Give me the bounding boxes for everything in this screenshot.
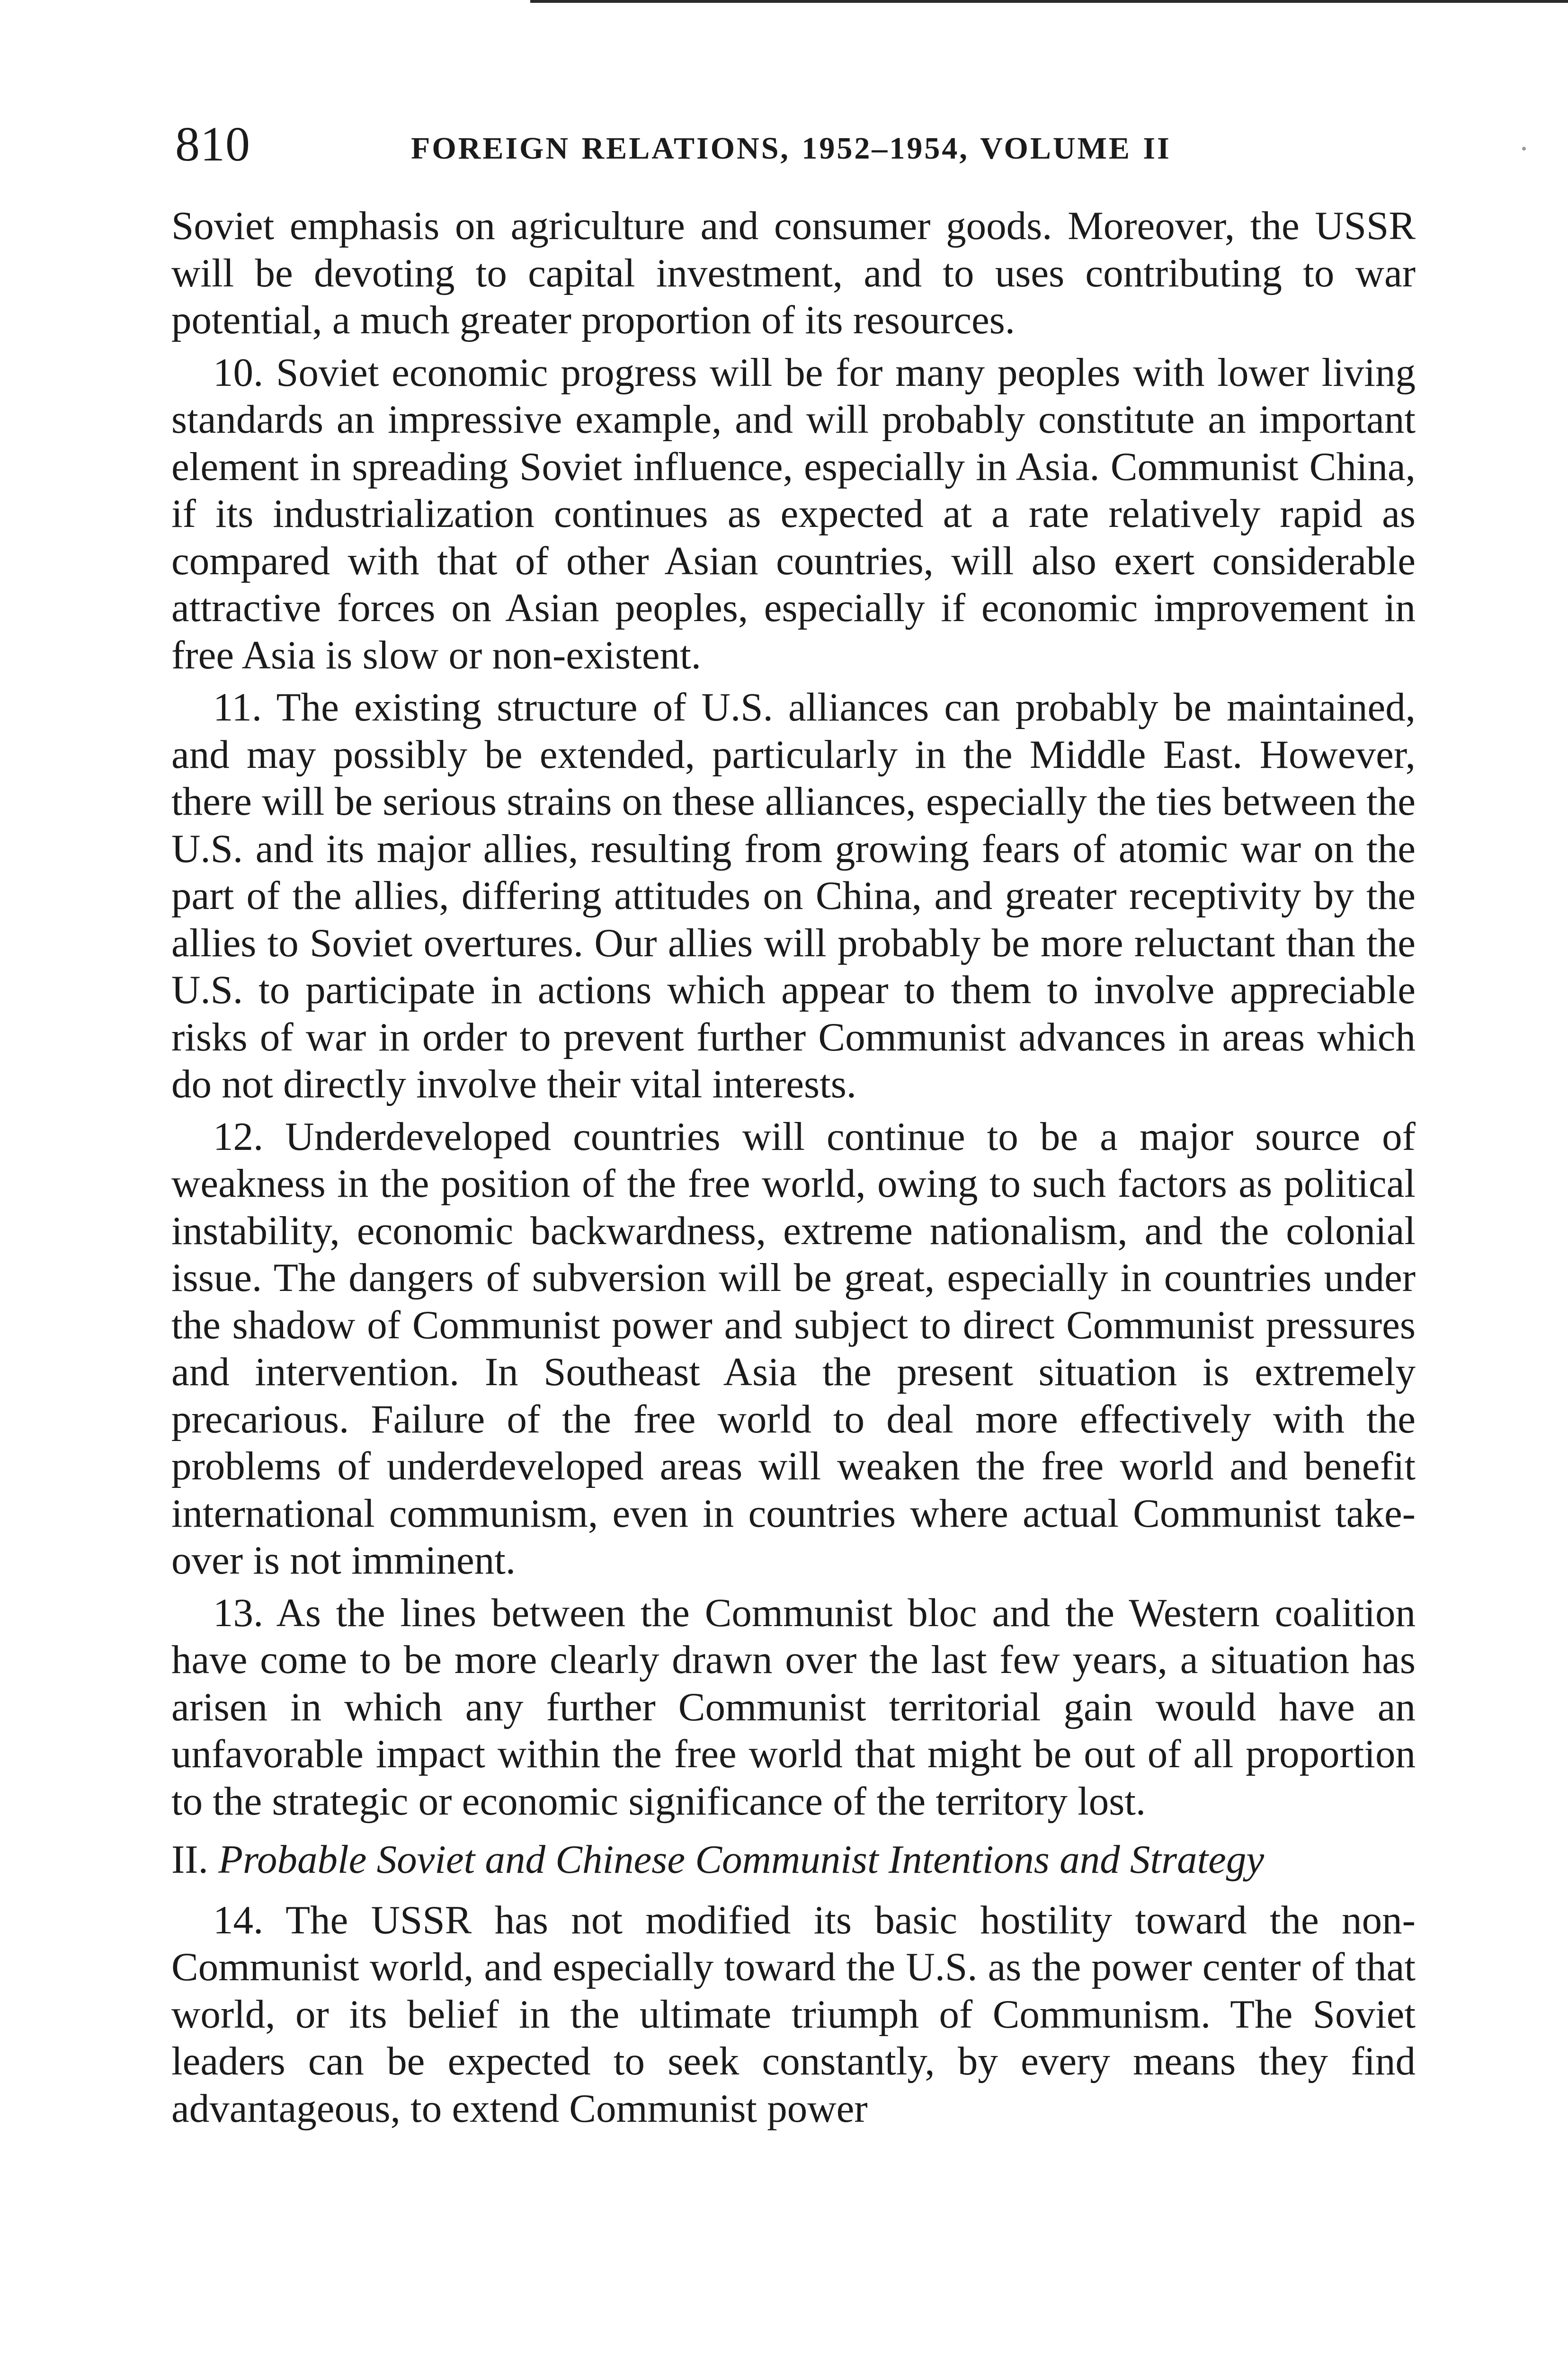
section-heading (171, 1836, 1416, 1884)
scan-speck (1522, 147, 1526, 151)
paragraph-14: 14. The USSR has not modified its basic hostility toward the non-Communist world, and especially toward the U.S. as the power center of that world, or its belief in the ultimate triumph of Communism. The Soviet leaders can be expected to seek constantly, by every means they find advantageous, to extend Communist power (171, 1897, 1416, 2131)
page-header (175, 111, 1416, 178)
page-number: 810 (175, 117, 250, 171)
top-edge-rule (530, 0, 1568, 3)
section-numeral: II. (171, 1837, 208, 1882)
body-text (171, 203, 1416, 2137)
paragraph-10: 10. Soviet economic progress will be for many peoples with lower living standards an impressive example, and will probably constitute an important element in spreading Soviet influence, especially in Asia. Communist China, if its industrialization continues as expected at a rate relatively rapid as compared with that of other Asian countries, will also exert considerable attractive forces on Asian peoples, especially if economic improvement in free Asia is slow or non-existent. (171, 350, 1416, 677)
paragraph-13: 13. As the lines between the Communist bloc and the Western coalition have come to be more clearly drawn over the last few years, a situation has arisen in which any further Communist territorial gain would have an unfavorable impact within the free world that might be out of all proportion to the strategic or economic significance of the territory lost. (171, 1590, 1416, 1824)
continuation-paragraph: Soviet emphasis on agriculture and consumer goods. Moreover, the USSR will be devoting to capital investment, and to uses contributing to war potential, a much greater proportion of its resources. (171, 204, 1416, 342)
paragraph-11: 11. The existing structure of U.S. alliances can probably be maintained, and may possibly be extended, particularly in the Middle East. However, there will be serious strains on these alliances, especially the ties between the U.S. and its major allies, resulting from growing fears of atomic war on the part of the allies, differing attitudes on China, and greater receptivity by the allies to Soviet overtures. Our allies will probably be more reluctant than the U.S. to participate in actions which appear to them to involve appreciable risks of war in order to prevent further Communist advances in areas which do not directly involve their vital interests. (171, 685, 1416, 1106)
running-head: FOREIGN RELATIONS, 1952–1954, VOLUME II (411, 131, 1171, 166)
section-title: Probable Soviet and Chinese Communist Intentions and Strategy (218, 1837, 1265, 1882)
paragraph-12: 12. Underdeveloped countries will continue to be a major source of weakness in the position of the free world, owing to such factors as political instability, economic backwardness, extreme nationalism, and the colonial issue. The dangers of subversion will be great, especially in countries under the shadow of Communist power and subject to direct Communist pressures and intervention. In Southeast Asia the present situation is extremely precarious. Failure of the free world to deal more effectively with the problems of underdeveloped areas will weaken the free world and benefit international communism, even in countries where actual Communist take-over is not imminent. (171, 1114, 1416, 1583)
